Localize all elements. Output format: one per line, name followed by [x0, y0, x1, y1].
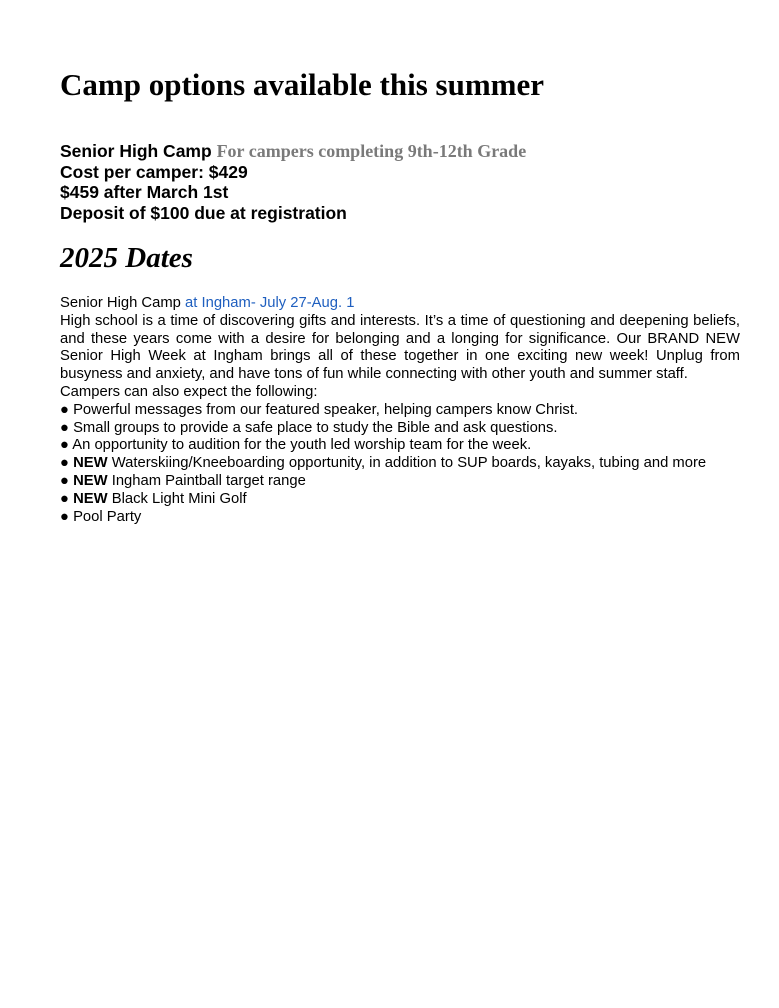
- list-item: [60, 509, 740, 527]
- session-line: [60, 295, 740, 313]
- bullet-icon: ●: [60, 419, 69, 436]
- list-item: [60, 402, 740, 420]
- list-item: [60, 455, 740, 473]
- list-item-text: Small groups to provide a safe place to study the Bible and ask questions.: [73, 419, 558, 436]
- deposit-line: Deposit of $100 due at registration: [60, 202, 347, 223]
- camp-info: [60, 141, 526, 223]
- list-item-text: Pool Party: [73, 508, 142, 525]
- list-item-text: An opportunity to audition for the youth led worship team for the week.: [72, 437, 532, 454]
- cost-line: Cost per camper: $429: [60, 161, 248, 182]
- list-item: [60, 420, 740, 438]
- session-location-dates: at Ingham- July 27-Aug. 1: [185, 295, 355, 311]
- list-item: [60, 473, 740, 491]
- camp-description: High school is a time of discovering gifts and interests. It’s a time of questioning and deepening beliefs, and these years come with a desire for belonging and a longing for significance. Our BRAND NEW Senior High Week at Ingham brings all of these together in one exciting new week! Unplug from busyness and anxiety, and have tons of fun while connecting with other youth and summer staff.: [60, 312, 740, 383]
- grade-note: For campers completing 9th-12th Grade: [216, 141, 527, 161]
- late-cost-line: $459 after March 1st: [60, 182, 229, 202]
- bullet-icon: ●: [60, 455, 69, 472]
- bullet-icon: ●: [60, 401, 69, 418]
- bullet-icon: ●: [60, 490, 69, 507]
- list-item-text: Powerful messages from our featured speaker, helping campers know Christ.: [73, 401, 579, 418]
- dates-heading: 2025 Dates: [60, 242, 193, 274]
- new-tag: NEW: [73, 472, 108, 489]
- list-item: [60, 437, 740, 455]
- highlights-list: [60, 402, 740, 527]
- list-item-text: Waterskiing/Kneeboarding opportunity, in addition to SUP boards, kayaks, tubing and more: [111, 455, 707, 472]
- bullet-icon: ●: [60, 437, 69, 454]
- list-item-text: Black Light Mini Golf: [111, 490, 247, 507]
- expect-intro: Campers can also expect the following:: [60, 383, 318, 400]
- camp-name: Senior High Camp: [60, 141, 212, 161]
- list-item: [60, 491, 740, 509]
- session-details: [60, 295, 740, 526]
- session-name: Senior High Camp: [60, 295, 181, 311]
- bullet-icon: ●: [60, 508, 69, 525]
- bullet-icon: ●: [60, 472, 69, 489]
- new-tag: NEW: [73, 490, 108, 507]
- new-tag: NEW: [73, 455, 108, 472]
- page-title: Camp options available this summer: [60, 67, 544, 102]
- camp-name-line: [60, 141, 526, 162]
- list-item-text: Ingham Paintball target range: [111, 472, 306, 489]
